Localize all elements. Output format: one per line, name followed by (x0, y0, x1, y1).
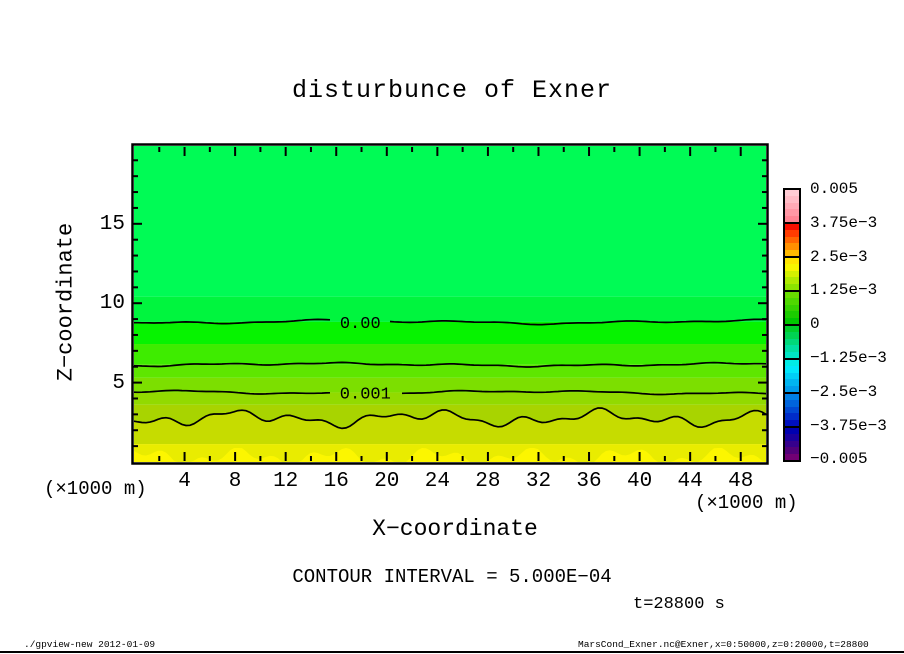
colorbar-segment (785, 392, 799, 426)
contour-fill-band (134, 365, 766, 378)
colorbar-label: −0.005 (810, 450, 868, 469)
contour-interval-text: CONTOUR INTERVAL = 5.000E−04 (292, 566, 612, 588)
x-tick-label: 12 (273, 470, 299, 493)
colorbar-label: 0.005 (810, 180, 859, 198)
x-axis-unit-label: (×1000 m) (695, 492, 798, 514)
contour-fill-band (134, 297, 766, 322)
colorbar-label: 2.5e−3 (810, 247, 868, 266)
colorbar-segment (785, 290, 799, 324)
x-tick-label: 44 (677, 470, 703, 493)
contour-fill-band (134, 146, 766, 297)
footer-command-text: ./gpview-new 2012-01-09 (24, 639, 156, 650)
y-axis-unit-label: (×1000 m) (44, 478, 147, 500)
contour-fill-band (134, 344, 766, 365)
plot-area (131, 143, 769, 465)
colorbar-segment (785, 256, 799, 290)
x-tick-label: 4 (178, 470, 191, 493)
time-annotation: t=28800 s (633, 595, 725, 614)
y-axis-label: Z−coordinate (53, 222, 79, 382)
contour-label: 0.00 (339, 314, 381, 334)
plot-title: disturbunce of Exner (291, 76, 613, 105)
x-tick-label: 8 (228, 470, 242, 493)
footer-source-text: MarsCond_Exner.nc@Exner,x=0:50000,z=0:20000,t=28800 (578, 639, 869, 650)
x-tick-label: 32 (525, 470, 552, 493)
y-tick-label: 10 (99, 292, 125, 316)
footer-rule (0, 651, 904, 653)
colorbar-label: 1.25e−3 (810, 281, 878, 300)
colorbar-label: −3.75e−3 (810, 416, 887, 435)
x-tick-label: 48 (728, 470, 754, 493)
colorbar-segment (785, 358, 799, 392)
x-tick-label: 40 (626, 470, 653, 493)
colorbar-label: −2.5e−3 (810, 382, 878, 401)
colorbar-step (785, 454, 799, 460)
x-axis-label: X−coordinate (372, 516, 538, 542)
contour-label: 0.001 (339, 385, 391, 405)
x-tick-label: 28 (475, 470, 501, 493)
colorbar-segment (785, 190, 799, 222)
colorbar-label: 0 (810, 315, 820, 334)
colorbar-segment (785, 324, 799, 358)
x-tick-label: 24 (424, 470, 450, 493)
colorbar-label: −1.25e−3 (810, 349, 887, 367)
x-tick-label: 36 (576, 470, 602, 493)
x-tick-label: 16 (323, 470, 349, 493)
y-tick-label: 5 (112, 371, 125, 395)
x-tick-label: 20 (374, 470, 400, 493)
colorbar-segment (785, 426, 799, 460)
colorbar-label: 3.75e−3 (810, 213, 878, 232)
y-tick-label: 15 (99, 212, 125, 236)
colorbar-segment (785, 222, 799, 256)
contour-fill-band (134, 322, 766, 344)
colorbar (783, 188, 801, 462)
